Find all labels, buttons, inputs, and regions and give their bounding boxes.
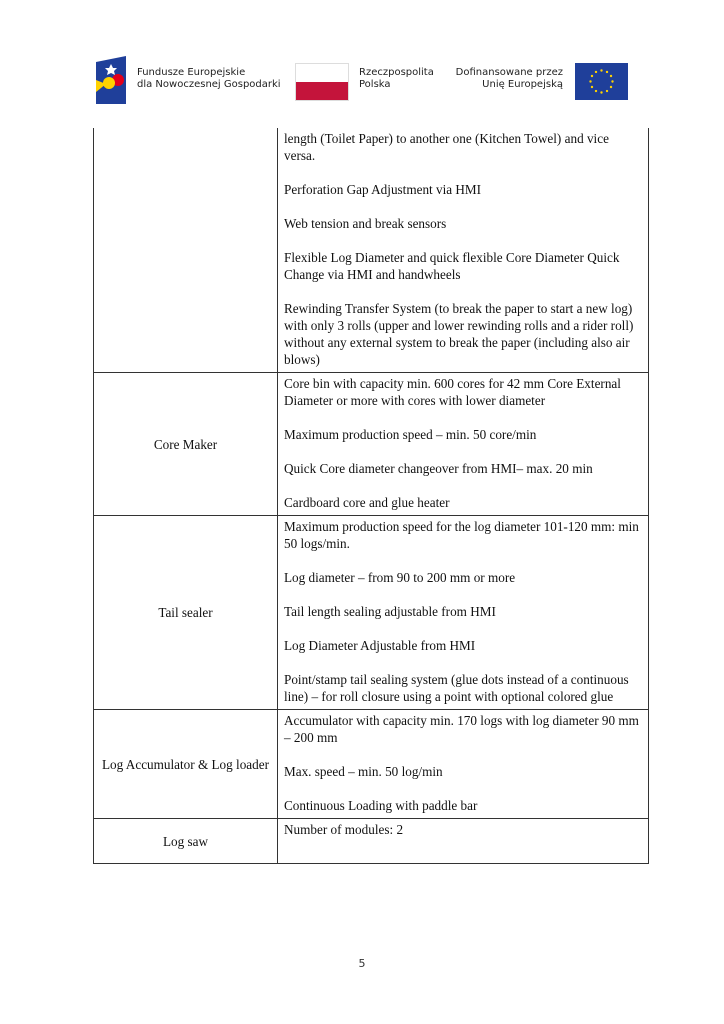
eu-line-2: Unię Europejską xyxy=(482,79,563,90)
eu-star xyxy=(610,86,612,88)
specification-table xyxy=(93,128,649,864)
eu-line-1: Dofinansowane przez xyxy=(455,67,563,78)
component-label: Tail sealer xyxy=(94,516,278,710)
page-header xyxy=(96,56,628,104)
requirement-item: Web tension and break sensors xyxy=(284,216,447,231)
page-number: 5 xyxy=(358,957,366,970)
table-row xyxy=(94,373,649,516)
component-label xyxy=(94,128,278,373)
requirement-item: Point/stamp tail sealing system (glue dots instead of a continuous line) – for roll closure using a point with optional colored glue xyxy=(284,672,629,704)
requirement-item: Log Diameter Adjustable from HMI xyxy=(284,638,476,653)
pl-line-2: Polska xyxy=(359,79,391,90)
eu-star xyxy=(611,80,613,82)
requirements-cell xyxy=(278,128,649,373)
requirements-cell xyxy=(278,516,649,710)
table-row xyxy=(94,516,649,710)
eu-star xyxy=(610,75,612,77)
eu-flag-icon xyxy=(575,63,628,100)
requirements-cell xyxy=(278,819,649,864)
eu-star xyxy=(606,90,608,92)
requirement-item: Maximum production speed – min. 50 core/min xyxy=(284,427,537,442)
requirement-item: Continuous Loading with paddle bar xyxy=(284,798,478,813)
fe-line-1: Fundusze Europejskie xyxy=(137,67,246,78)
table-row xyxy=(94,710,649,819)
requirement-item: Rewinding Transfer System (to break the paper to start a new log) with only 3 rolls (upper and lower rewinding rolls and a rider roll) without any external system to break the paper (including also air blows) xyxy=(284,301,634,367)
rzeczpospolita-text xyxy=(359,67,434,91)
requirements-cell xyxy=(278,373,649,516)
requirement-item: Maximum production speed for the log diameter 101-120 mm: min 50 logs/min. xyxy=(284,519,639,551)
eu-star xyxy=(595,71,597,73)
requirement-item: Tail length sealing adjustable from HMI xyxy=(284,604,496,619)
requirement-item: Log diameter – from 90 to 200 mm or more xyxy=(284,570,516,585)
fe-line-2: dla Nowoczesnej Gospodarki xyxy=(137,79,281,90)
requirement-item: Perforation Gap Adjustment via HMI xyxy=(284,182,482,197)
requirement-item: length (Toilet Paper) to another one (Kitchen Towel) and vice versa. xyxy=(284,131,609,163)
requirement-item: Core bin with capacity min. 600 cores for 42 mm Core External Diameter or more with cores with lower diameter xyxy=(284,376,621,408)
component-label: Log saw xyxy=(94,819,278,864)
component-label: Core Maker xyxy=(94,373,278,516)
eu-star xyxy=(600,91,602,93)
eu-star xyxy=(600,69,602,71)
eu-star xyxy=(589,80,591,82)
eu-cofinanced-text xyxy=(443,67,563,91)
pl-line-1: Rzeczpospolita xyxy=(359,67,434,78)
requirement-item: Accumulator with capacity min. 170 logs with log diameter 90 mm – 200 mm xyxy=(284,713,639,745)
requirement-item: Flexible Log Diameter and quick flexible Core Diameter Quick Change via HMI and handwheels xyxy=(284,250,620,282)
eu-star xyxy=(595,90,597,92)
fundusze-europejskie-text xyxy=(137,67,281,91)
requirement-item: Number of modules: 2 xyxy=(284,822,404,837)
requirement-item: Quick Core diameter changeover from HMI– max. 20 min xyxy=(284,461,593,476)
fundusze-europejskie-logo-icon xyxy=(96,56,126,104)
eu-star xyxy=(591,86,593,88)
requirement-item: Cardboard core and glue heater xyxy=(284,495,450,510)
eu-star xyxy=(606,71,608,73)
table-row xyxy=(94,128,649,373)
requirements-cell xyxy=(278,710,649,819)
eu-star xyxy=(591,75,593,77)
polish-flag-icon xyxy=(295,63,349,101)
component-label: Log Accumulator & Log loader xyxy=(94,710,278,819)
requirement-item: Max. speed – min. 50 log/min xyxy=(284,764,443,779)
table-row xyxy=(94,819,649,864)
